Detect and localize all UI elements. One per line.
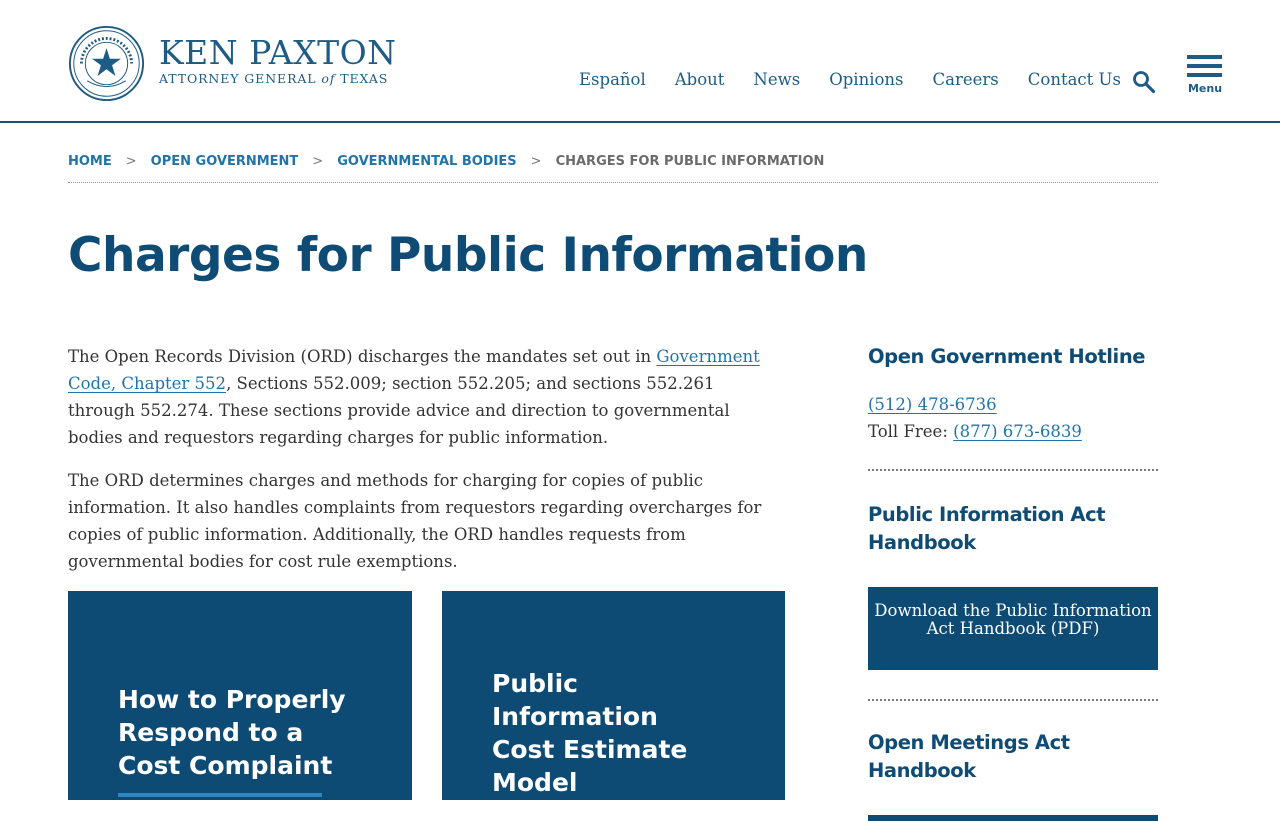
search-button[interactable] xyxy=(1132,70,1156,94)
feature-cards xyxy=(68,591,785,800)
main-content xyxy=(68,343,786,591)
breadcrumb-current: CHARGES FOR PUBLIC INFORMATION xyxy=(555,154,825,169)
seal-icon xyxy=(68,25,145,102)
brand-name: KEN PAXTON xyxy=(159,32,397,72)
pia-handbook-heading: Public Information Act Handbook xyxy=(868,503,1106,554)
divider xyxy=(868,469,1158,471)
nav-news[interactable]: News xyxy=(753,70,801,89)
nav-careers[interactable]: Careers xyxy=(932,70,999,89)
ord-paragraph: The ORD determines charges and methods for charging for copies of public information. It also handles complaints from requestors regarding overcharges for copies of public information. Additionally, the ORD handles requests from governmental bodies for cost rule exemptions. xyxy=(68,471,762,571)
menu-button[interactable] xyxy=(1187,55,1223,95)
toll-free-label: Toll Free: xyxy=(868,422,954,441)
menu-label: Menu xyxy=(1187,82,1223,95)
hamburger-icon-bar xyxy=(1187,64,1222,68)
breadcrumb xyxy=(68,154,1158,183)
breadcrumb-governmental-bodies[interactable]: GOVERNMENTAL BODIES xyxy=(337,154,517,169)
card-underline xyxy=(118,793,322,797)
hotline-phone-link[interactable]: (512) 478-6736 xyxy=(868,395,997,414)
nav-contact-us[interactable]: Contact Us xyxy=(1027,70,1121,89)
page-title: Charges for Public Information xyxy=(68,228,868,283)
breadcrumb-open-government[interactable]: OPEN GOVERNMENT xyxy=(150,154,299,169)
site-logo[interactable] xyxy=(68,25,397,102)
search-icon xyxy=(1132,70,1156,94)
nav-espanol[interactable]: Español xyxy=(579,70,646,89)
intro-paragraph xyxy=(68,343,786,451)
nav-about[interactable]: About xyxy=(674,70,725,89)
intro-text-post: , Sections 552.009; section 552.205; and sections 552.261 through 552.274. These sections provide advice and direction to governmental bodies and requestors regarding charges for public information. xyxy=(68,374,730,447)
nav-opinions[interactable]: Opinions xyxy=(829,70,904,89)
brand-sub-of: of xyxy=(321,70,336,86)
brand-sub-pre: ATTORNEY GENERAL xyxy=(159,70,322,86)
toll-free-phone-link[interactable]: (877) 673-6839 xyxy=(953,422,1082,441)
divider xyxy=(868,699,1158,701)
hamburger-icon xyxy=(1187,55,1222,59)
brand-sub-post: TEXAS xyxy=(335,70,389,86)
brand-subtitle xyxy=(159,71,397,86)
government-code-link[interactable]: Government Code, Chapter 552 xyxy=(68,347,760,393)
intro-text-pre: The Open Records Division (ORD) discharges the mandates set out in xyxy=(68,347,657,366)
card-cost-estimate-model[interactable] xyxy=(442,591,785,800)
hamburger-icon-bar xyxy=(1187,73,1222,77)
breadcrumb-home[interactable]: HOME xyxy=(68,154,112,169)
breadcrumb-separator: > xyxy=(125,154,137,169)
breadcrumb-separator: > xyxy=(312,154,324,169)
card-cost-complaint[interactable] xyxy=(68,591,412,800)
breadcrumb-separator: > xyxy=(530,154,542,169)
sidebar xyxy=(868,343,1158,821)
card-title: Public Information Cost Estimate Model xyxy=(492,669,688,797)
brand-block xyxy=(159,32,397,86)
hotline-numbers xyxy=(868,391,1158,445)
oma-download-button-edge[interactable] xyxy=(868,815,1158,821)
oma-handbook-heading: Open Meetings Act Handbook xyxy=(868,731,1070,782)
card-title: How to Properly Respond to a Cost Complaint xyxy=(118,685,346,780)
main-nav xyxy=(579,70,1150,89)
site-header xyxy=(0,0,1280,123)
download-pia-handbook-button[interactable]: Download the Public Information Act Handbook (PDF) xyxy=(868,587,1158,670)
hotline-heading: Open Government Hotline xyxy=(868,345,1146,368)
